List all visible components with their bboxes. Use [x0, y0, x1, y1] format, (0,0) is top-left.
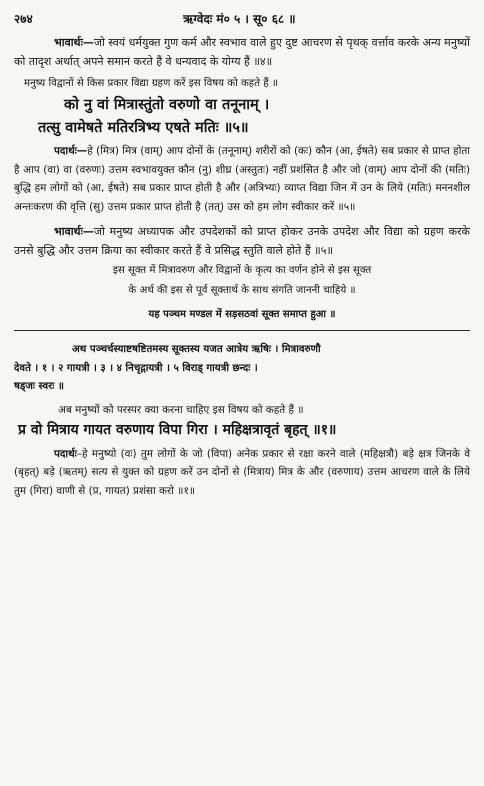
mantra-1-line-1: को नु वां मित्रास्तुंतो वरुणो वा तनूनाम् ।: [64, 96, 270, 113]
padarth-text: हे (मित्र) मित्र (वाम्) आप दोनों के (तनूनाम्) शरीरों को (कः) कौन (आ, ईषते) सब प्रकार से प्राप्त होता है आप (वा) वा (वरुणः) उत्तम स्वभावयुक्त कौन (नु) शीघ्र (अस्तुतः) नहीं प्रशंसित है और जो (वाम्) आप दोनों की (मतिः) बुद्धि हम लोगों को (आ, ईषते) सब प्रकार प्राप्त होती है और (अत्रिभ्यः) व्याप्त विद्या जिन में उन के लिये (मतिः) मननशील अन्तःकरण की वृत्ति (सु) उत्तम प्रकार प्राप्त होती है (तत्) उस को हम लोग स्वीकार करें ॥५॥: [14, 145, 470, 213]
padarth-paragraph-1: [14, 142, 470, 216]
bhavarth-text: जो मनुष्य अध्यापक और उपदेशकों को प्राप्त होकर उनके उपदेश और विद्या को ग्रहण करके उनसे बुद्धि और उत्तम क्रिया का स्वीकार करते हैं वे प्रसिद्ध स्तुति वाले होते हैं ॥५॥: [14, 225, 470, 257]
padarth-text: –हे मनुष्यो (वः) तुम लोगों के जो (विपा) अनेक प्रकार से रक्षा करने वाले (महिक्षत्रौ) बड़े क्षत्र जिनके वे (बृहत्) बड़े (ऋतम्) सत्य से युक्त को ग्रहण करें उन दोनों से (मित्राय) मित्र के और (वरुणाय) उत्तम आचरण वाले के लिये तुम (गिरा) वाणी से (प्र, गायत) प्रशंसा करो ॥१॥: [14, 447, 470, 497]
page-number: २७४: [14, 12, 33, 26]
bhavarth-label: भावार्थः—: [54, 225, 94, 238]
padarth-label: पदार्थः: [54, 447, 77, 460]
sukta-header-line-3: षड्जः स्वरः ॥: [14, 381, 65, 392]
mantra-2: प्र वो मित्राय गायत वरुणाय विपा गिरा । महिक्षत्रावृतं बृहत् ॥१॥: [18, 421, 337, 438]
bhavarth-text: जो स्वयं धर्मयुक्त गुण कर्म और स्वभाव वाले हुए दुष्ट आचरण से पृथक् वर्त्ताव करके अन्य मनुष्यों को तादृश अर्थात् अपने समान करते हैं वे धन्यवाद के योग्य हैं ॥४॥: [14, 36, 470, 68]
sukta-completion-line: यह पञ्चम मण्डल में सड़सठवां सूक्त समाप्त हुआ ॥: [148, 309, 336, 320]
page-header: [14, 10, 470, 27]
topic-intro-2: अब मनुष्यों को परस्पर क्या करना चाहिए इस विषय को कहते हैं ॥: [58, 403, 304, 416]
padarth-label: पदार्थः—: [54, 145, 88, 157]
sukta-note-line-1: इस सूक्त में मित्रावरुण और विद्वानों के कृत्य का वर्णन होने से इस सूक्त: [112, 265, 372, 276]
section-divider: [14, 330, 470, 331]
sukta-header-line-1: अथ पञ्चर्चस्याष्टषष्टितमस्य सूक्तस्य यजत आत्रेय ऋषिः । मित्रावरुणौ: [72, 344, 321, 355]
mantra-1-line-2: तत्सु वामेषते मतिरत्रिभ्य एषते मतिः ॥५॥: [38, 119, 249, 136]
sukta-note-line-2: के अर्थ की इस से पूर्व सूक्तार्थ के साथ संगति जाननी चाहिये ॥: [128, 285, 356, 296]
sukta-header-line-2: देवते । १ । २ गायत्री । ३ । ४ निचृद्गायत्री । ५ विराड् गायत्री छन्दः ।: [14, 362, 258, 374]
padarth-paragraph-2: [14, 445, 470, 501]
bhavarth-paragraph-2: [14, 222, 470, 260]
sukta-header: [14, 341, 470, 397]
topic-intro-1: मनुष्य विद्वानों से किस प्रकार विद्या ग्रहण करें इस विषय को कहते हैं ॥: [24, 78, 278, 89]
bhavarth-paragraph-1: [14, 33, 470, 71]
running-title: ऋग्वेदः मं० ५ । सू० ६८ ॥: [183, 12, 296, 26]
bhavarth-label: भावार्थः—: [54, 36, 94, 49]
